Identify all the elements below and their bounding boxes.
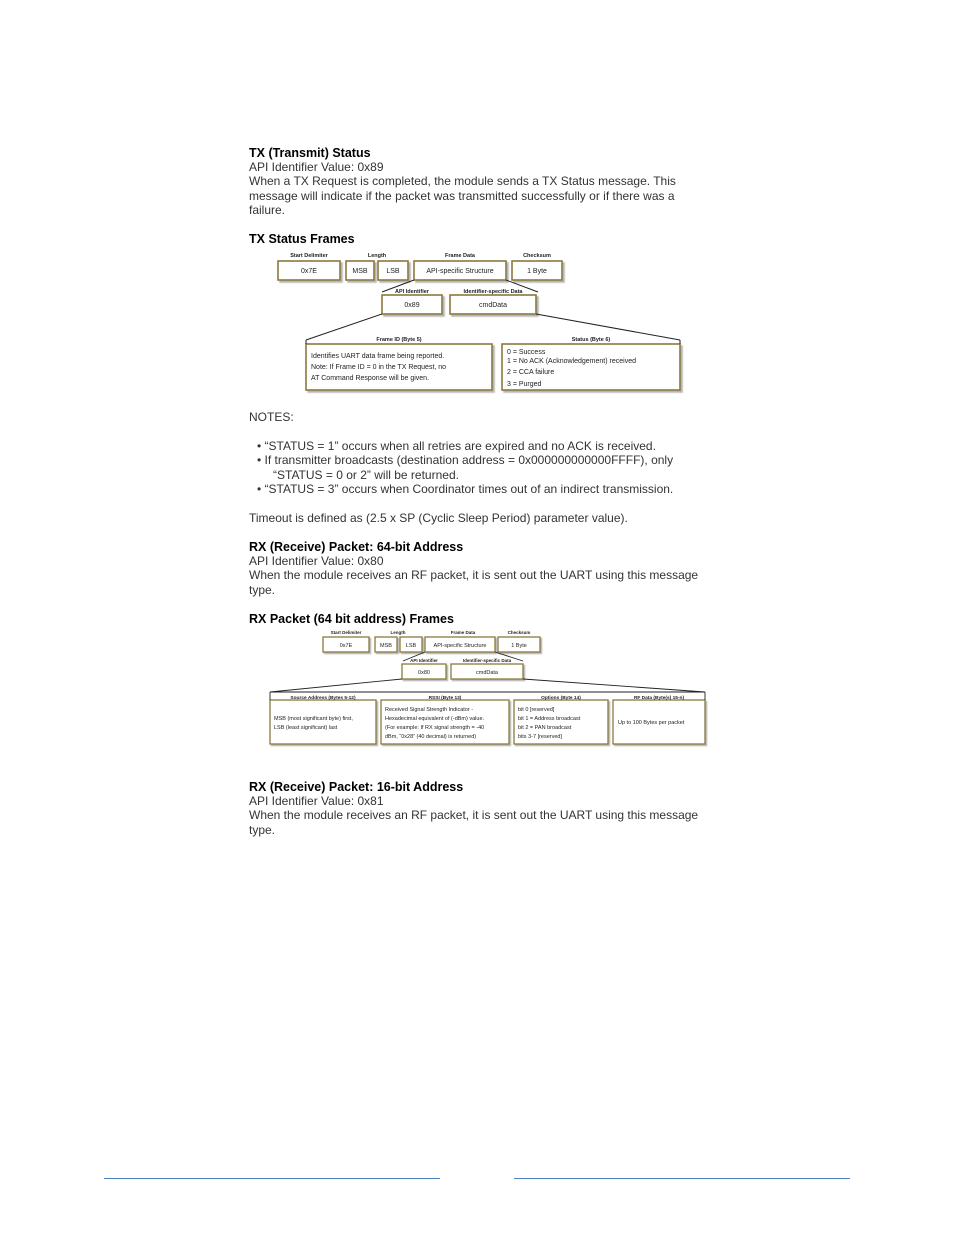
notes-heading: NOTES: [249, 410, 294, 424]
rx64-rf-data-line-1: Up to 100 Bytes per packet [618, 720, 685, 726]
tx-status-line-4: 3 = Purged [507, 381, 542, 388]
rx64-frames-heading-wrap [249, 612, 729, 626]
tx-start-delimiter-value: 0x7E [301, 268, 317, 275]
rx64-rssi-line-2: Hexadecimal equivalent of (-dBm) value. [385, 716, 485, 722]
rx64-frames-heading: RX Packet (64 bit address) Frames [249, 612, 454, 626]
tx-status-desc-1: When a TX Request is completed, the module sends a TX Status message. This [249, 174, 676, 189]
rx64-lsb-value: LSB [405, 643, 417, 649]
rx64-length-label: Length [390, 630, 406, 635]
rx64-options-label: Options (Byte 14) [541, 696, 581, 701]
rx64-desc-1: When the module receives an RF packet, it is sent out the UART using this message [249, 568, 699, 583]
tx-length-label: Length [367, 253, 387, 259]
rx64-section [249, 540, 729, 597]
rx16-heading: RX (Receive) Packet: 16-bit Address [249, 780, 464, 794]
tx-identifier-data-label: Identifier-specific Data [463, 289, 523, 295]
notes-section [249, 410, 729, 424]
rx64-msb-value: MSB [380, 643, 392, 649]
note-item-2: • If transmitter broadcasts (destination address = 0x000000000000FFFF), only [257, 453, 674, 468]
rx64-rf-data-label: RF Data (Byte(s) 15-n) [633, 696, 685, 701]
tx-checksum-label: Checksum [523, 253, 551, 259]
rx64-frames-diagram [265, 628, 715, 750]
rx64-api-identifier-value: 0x80 [418, 670, 430, 676]
tx-msb-value: MSB [352, 268, 368, 275]
rx64-frame-data-label: Frame Data [450, 630, 476, 635]
rx64-source-address-label: Source Address (Bytes 5-12) [290, 696, 356, 701]
footer-rule-right [514, 1178, 850, 1179]
note-item-3: • “STATUS = 3” occurs when Coordinator times out of an indirect transmission. [257, 481, 674, 496]
note-item-2-continued: “STATUS = 0 or 2” will be returned. [273, 467, 459, 482]
tx-status-line-2: 1 = No ACK (Acknowledgement) received [507, 358, 636, 365]
rx64-cmddata-value: cmdData [475, 670, 499, 676]
rx64-start-delimiter-label: Start Delimiter [330, 630, 362, 635]
rx64-options-line-1: bit 0 [reserved] [518, 707, 555, 713]
rx64-frame-data-value: API-specific Structure [433, 643, 487, 649]
rx64-options-line-4: bits 3-7 [reserved] [518, 734, 563, 740]
rx64-api-id: API Identifier Value: 0x80 [249, 554, 384, 568]
tx-status-byte-label: Status (Byte 6) [571, 337, 611, 343]
tx-status-line-1: 0 = Success [507, 349, 546, 356]
tx-status-line-3: 2 = CCA failure [507, 369, 555, 376]
rx64-rssi-line-4: dBm, “0x28” (40 decimal) is returned) [385, 734, 477, 740]
tx-frames-heading: TX Status Frames [249, 232, 355, 246]
rx16-section [249, 780, 729, 837]
rx16-api-id: API Identifier Value: 0x81 [249, 794, 384, 808]
tx-status-api-id: API Identifier Value: 0x89 [249, 160, 384, 174]
rx64-source-line-2: LSB (least significant) last [274, 725, 338, 731]
rx64-options-line-3: bit 2 = PAN broadcast [518, 725, 572, 731]
tx-frame-id-line-3: AT Command Response will be given. [311, 375, 430, 382]
tx-lsb-value: LSB [386, 268, 400, 275]
rx64-rssi-label: RSSI (Byte 13) [428, 696, 462, 701]
rx64-heading: RX (Receive) Packet: 64-bit Address [249, 540, 464, 554]
tx-frame-id-label: Frame ID (Byte 5) [376, 337, 422, 343]
rx16-desc-2: type. [249, 822, 276, 837]
tx-frame-id-line-1: Identifies UART data frame being reported. [311, 353, 445, 360]
tx-status-desc-3: failure. [249, 202, 286, 217]
timeout-wrap [249, 511, 729, 525]
note-item-1: • “STATUS = 1” occurs when all retries are expired and no ACK is received. [257, 439, 656, 453]
rx64-checksum-label: Checksum [507, 630, 531, 635]
rx64-start-delimiter-value: 0x7E [339, 643, 353, 649]
rx64-options-line-2: bit 1 = Address broadcast [518, 716, 581, 722]
tx-frames-heading-wrap [249, 232, 729, 246]
tx-frame-data-value: API-specific Structure [426, 268, 494, 275]
tx-start-delimiter-label: Start Delimiter [290, 253, 328, 259]
rx64-rssi-line-1: Received Signal Strength Indicator - [385, 707, 474, 713]
tx-checksum-value: 1 Byte [527, 268, 547, 275]
rx16-desc-1: When the module receives an RF packet, it is sent out the UART using this message [249, 808, 699, 823]
tx-status-section [249, 146, 729, 217]
rx64-rssi-line-3: (For example: If RX signal strength = -40 [385, 725, 485, 731]
tx-frame-data-label: Frame Data [445, 253, 475, 259]
tx-status-heading: TX (Transmit) Status [249, 146, 371, 160]
tx-status-desc-2: message will indicate if the packet was transmitted successfully or if there was a [249, 188, 675, 203]
notes-list [257, 439, 737, 496]
tx-frame-id-line-2: Note: If Frame ID = 0 in the TX Request, no [311, 364, 447, 371]
timeout-text: Timeout is defined as (2.5 x SP (Cyclic Sleep Period) parameter value). [249, 511, 628, 525]
rx64-api-identifier-label: API Identifier [410, 658, 438, 663]
footer-rule-left [104, 1178, 440, 1179]
rx64-source-line-1: MSB (most significant byte) first, [274, 716, 353, 722]
tx-status-frames-diagram [270, 248, 690, 396]
rx64-identifier-data-label: Identifier-specific Data [462, 658, 512, 663]
rx64-checksum-value: 1 Byte [511, 643, 527, 649]
rx64-desc-2: type. [249, 582, 276, 597]
tx-cmddata-value: cmdData [478, 302, 508, 309]
tx-api-identifier-value: 0x89 [404, 302, 420, 309]
tx-api-identifier-label: API Identifier [395, 289, 429, 295]
